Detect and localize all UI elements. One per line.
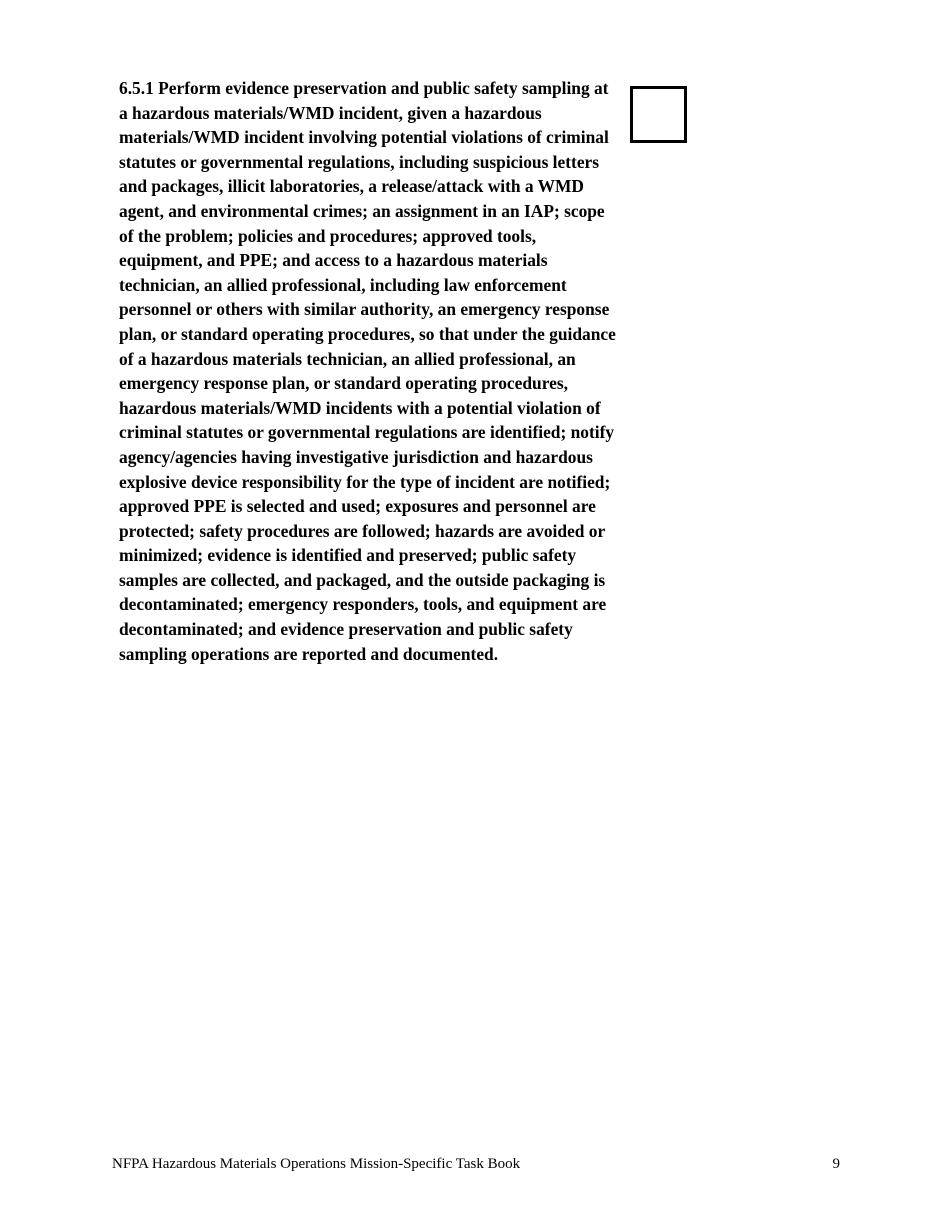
footer-document-title: NFPA Hazardous Materials Operations Mission-Specific Task Book [112,1156,521,1172]
task-description: 6.5.1 Perform evidence preservation and public safety sampling at a hazardous materials/WMD incident, given a hazardous materials/WMD incident involving potential violations of criminal statutes or governmental regulations, including suspicious letters and packages, illicit laboratories, a release/attack with a WMD agent, and environmental crimes; an assignment in an IAP; scope of the problem; policies and procedures; approved tools, equipment, and PPE; and access to a hazardous materials technician, an allied professional, including law enforcement personnel or others with similar authority, an emergency response plan, or standard operating procedures, so that under the guidance of a hazardous materials technician, an allied professional, an emergency response plan, or standard operating procedures, hazardous materials/WMD incidents with a potential violation of criminal statutes or governmental regulations are identified; notify agency/agencies having investigative jurisdiction and hazardous explosive device responsibility for the type of incident are notified; approved PPE is selected and used; exposures and personnel are protected; safety procedures are followed; hazards are avoided or minimized; evidence is identified and preserved; public safety samples are collected, and packaged, and the outside packaging is decontaminated; emergency responders, tools, and equipment are decontaminated; and evidence preservation and public safety sampling operations are reported and documented. [119,78,616,664]
footer-page-number: 9 [832,1156,840,1172]
task-completion-checkbox[interactable] [630,86,687,143]
